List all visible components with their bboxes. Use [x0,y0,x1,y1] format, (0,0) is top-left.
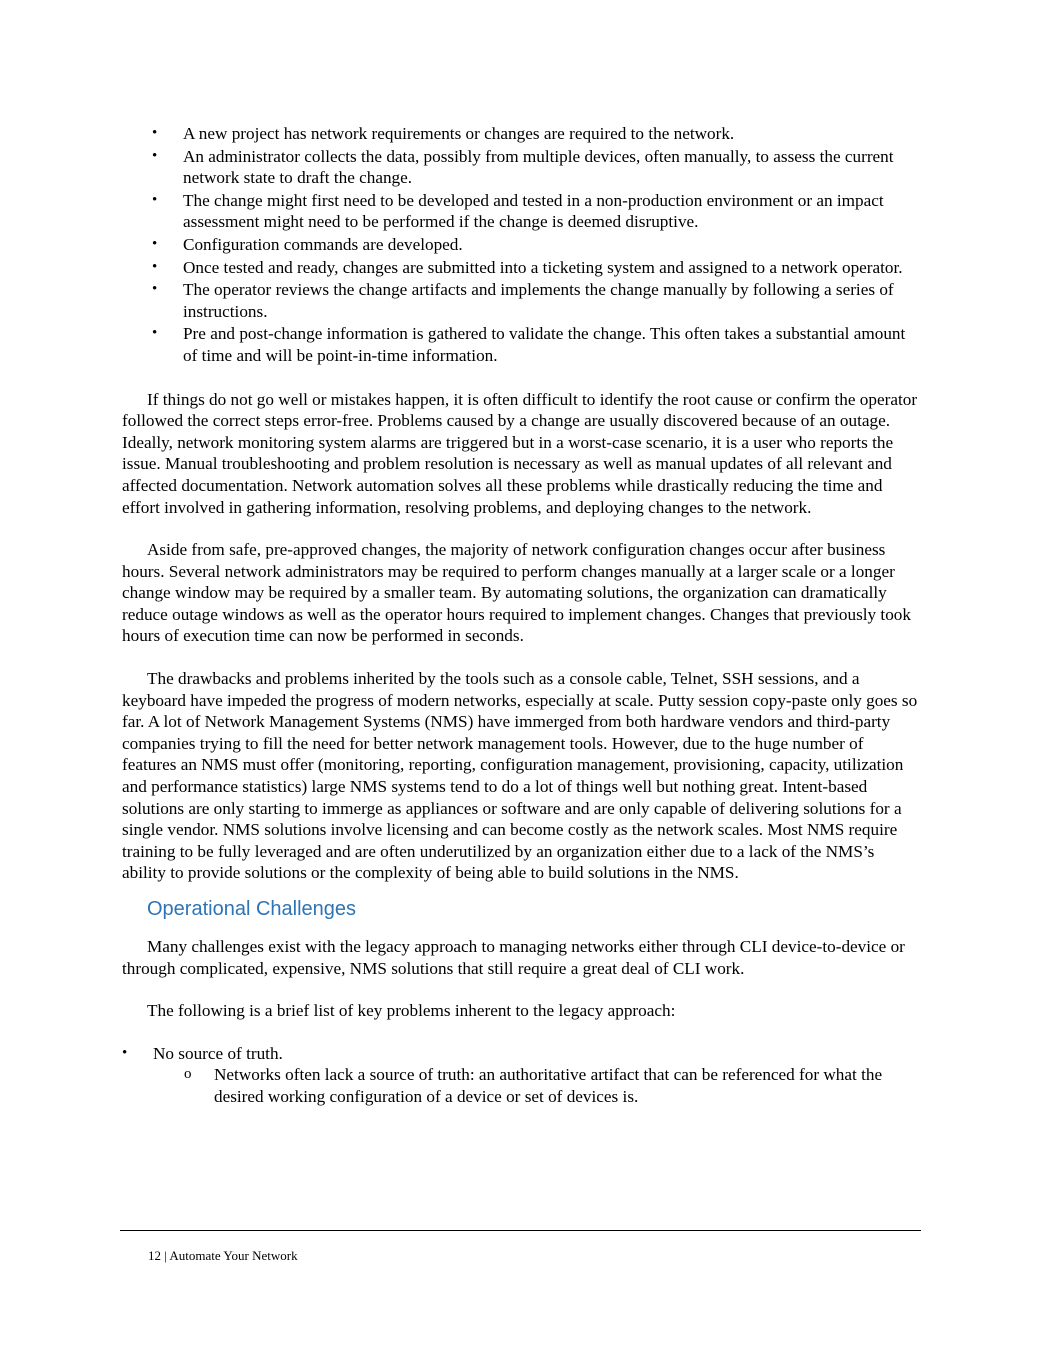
list-item-text: Once tested and ready, changes are submitted into a ticketing system and assigned to a network operator. [183,257,903,277]
spacer [122,518,920,539]
spacer [122,979,920,1000]
paragraph-nms-drawbacks: The drawbacks and problems inherited by the tools such as a console cable, Telnet, SSH sessions, and a keyboard have impeded the progress of modern networks, especially at scale. Putty session copy-paste only goes so far. A lot of Network Management Systems (NMS) have immerged from both hardware vendors and third-party companies trying to fill the need for better network management tools. However, due to the huge number of features an NMS must offer (monitoring, reporting, configuration management, provisioning, capacity, utilization and performance statistics) large NMS systems tend to do a lot of things well but nothing great. Intent-based solutions are only starting to immerge as appliances or software and are only capable of delivering solutions for a single vendor. NMS solutions involve licensing and can become costly as the network scales. Most NMS require training to be fully leveraged and are often underutilized by an organization either due to a lack of the NMS’s ability to provide solutions or the complexity of being able to build solutions in the NMS. [122,669,918,883]
list-item [122,190,920,233]
bullet-icon: • [152,281,158,298]
list-item-text: An administrator collects the data, possibly from multiple devices, often manually, to assess the current network state to draft the change. [183,146,894,188]
paragraph-troubleshooting: If things do not go well or mistakes happen, it is often difficult to identify the root cause or confirm the operator followed the correct steps error-free. Problems caused by a change are usually discovered because of an outage. Ideally, network monitoring system alarms are triggered but in a worst-case scenario, it is a user who reports the issue. Manual troubleshooting and problem resolution is necessary as well as manual updates of all relevant and affected documentation. Network automation solves all these problems while drastically reducing the time and effort involved in gathering information, resolving problems, and deploying changes to the network. [122,389,918,517]
page-footer: 12 | Automate Your Network [148,1248,298,1263]
list-item [122,257,920,279]
bullet-icon: • [152,125,158,141]
list-item-text: The change might first need to be developed and tested in a non-production environment or an impact assessment might need to be performed if the change is deemed disruptive. [183,190,884,232]
problem-details-list [153,1064,920,1107]
bullet-icon: • [122,1044,128,1061]
list-item [122,1043,920,1108]
change-process-list [122,123,920,367]
paragraph-problems-intro: The following is a brief list of key problems inherent to the legacy approach: [147,1001,676,1021]
paragraph-challenges-intro: Many challenges exist with the legacy approach to managing networks either through CLI device-to-device or through complicated, expensive, NMS solutions that still require a great deal of CLI work. [122,937,905,978]
bullet-icon: • [152,147,158,164]
bullet-icon: • [152,325,158,342]
problems-list [122,1043,920,1108]
list-item-text: A new project has network requirements or changes are required to the network. [183,124,735,143]
section-heading: Operational Challenges [147,898,357,920]
list-item [122,123,920,145]
list-item-text: The operator reviews the change artifacts and implements the change manually by following a series of instructions. [183,280,894,321]
bullet-icon: • [152,258,158,275]
list-item-text: Pre and post-change information is gathered to validate the change. This often takes a substantial amount of time and will be point-in-time information. [183,324,906,365]
circle-bullet-icon: o [184,1066,192,1083]
list-item [122,234,920,256]
paragraph-change-windows: Aside from safe, pre-approved changes, the majority of network configuration changes occur after business hours. Several network administrators may be required to perform changes manually at a larger scale or a longer change window may be required by a smaller team. By automating solutions, the organization can dramatically reduce outage windows as well as the operator hours required to implement changes. Changes that previously took hours of execution time can now be performed in seconds. [122,540,911,646]
footer-divider [120,1230,921,1231]
problem-title: No source of truth. [153,1043,283,1063]
list-item [122,323,920,366]
spacer [122,1022,920,1043]
list-item [122,279,920,322]
list-item-text: Configuration commands are developed. [183,234,463,254]
list-item [122,146,920,189]
problem-detail-text: Networks often lack a source of truth: an authoritative artifact that can be referenced for what the desired working configuration of a device or set of devices is. [214,1065,883,1106]
page-content [122,123,920,1108]
bullet-icon: • [152,235,158,252]
spacer [122,647,920,668]
list-item [153,1064,920,1107]
spacer [122,368,920,389]
bullet-icon: • [152,191,158,208]
